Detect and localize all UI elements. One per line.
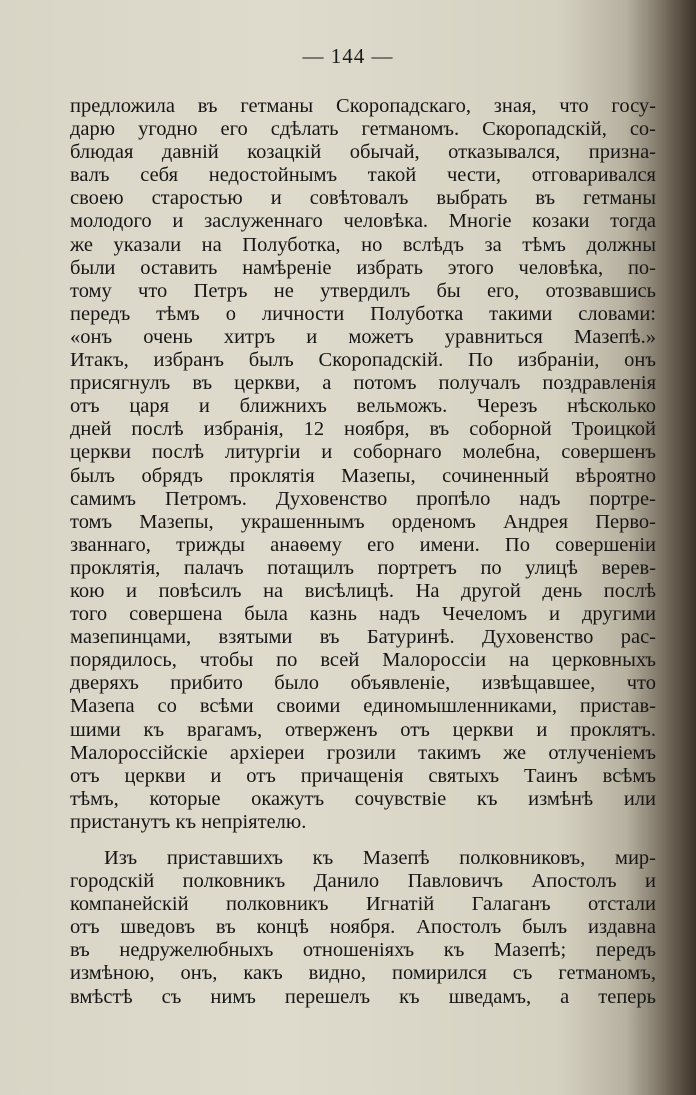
body-text bbox=[70, 95, 656, 1009]
text-line: самимъ Петромъ. Духовенство пропѣло надъ портре- bbox=[70, 487, 656, 510]
text-line: были оставить намѣреніе избрать этого человѣка, по- bbox=[70, 256, 656, 279]
text-line: городскій полковникъ Данило Павловичъ Апостолъ и bbox=[70, 870, 656, 893]
text-line: отъ шведовъ въ концѣ ноября. Апостолъ былъ издавна bbox=[70, 916, 656, 939]
text-line: шими къ врагамъ, отверженъ отъ церкви и проклятъ. bbox=[70, 718, 656, 741]
page-number: — 144 — bbox=[302, 44, 394, 68]
text-line: Мазепа со всѣми своими единомышленниками, пристав- bbox=[70, 695, 656, 718]
text-line: молодого и заслуженнаго человѣка. Многіе козаки тогда bbox=[70, 210, 656, 233]
text-line: тому что Петръ не утвердилъ бы его, отозвавшись bbox=[70, 279, 656, 302]
text-line: былъ обрядъ проклятія Мазепы, сочиненный вѣроятно bbox=[70, 464, 656, 487]
text-line: того совершена была казнь надъ Чечеломъ и другими bbox=[70, 603, 656, 626]
text-line: своею старостью и совѣтовалъ выбрать въ гетманы bbox=[70, 187, 656, 210]
text-line: въ недружелюбныхъ отношеніяхъ къ Мазепѣ; передъ bbox=[70, 939, 656, 962]
text-line: отъ церкви и отъ причащенія святыхъ Таинъ всѣмъ bbox=[70, 764, 656, 787]
paragraph-1 bbox=[70, 95, 656, 834]
text-line: измѣною, онъ, какъ видно, помирился съ гетманомъ, bbox=[70, 962, 656, 985]
text-line: присягнулъ въ церкви, а потомъ получалъ поздравленія bbox=[70, 372, 656, 395]
text-line: пристанутъ къ непріятелю. bbox=[70, 810, 307, 833]
text-line: блюдая давній козацкій обычай, отказывался, призна- bbox=[70, 141, 656, 164]
text-line: званнаго, трижды анаѳему его имени. По совершеніи bbox=[70, 533, 656, 556]
paragraph-gap bbox=[70, 834, 656, 847]
text-line: тѣмъ, которые окажутъ сочувствіе къ измѣнѣ или bbox=[70, 787, 656, 810]
text-line: томъ Мазепы, украшеннымъ орденомъ Андрея Перво- bbox=[70, 510, 656, 533]
text-line: дней послѣ избранія, 12 ноября, въ соборной Троицкой bbox=[70, 418, 656, 441]
text-line: предложила въ гетманы Скоропадскаго, зная, что госу- bbox=[70, 95, 656, 117]
text-line: Малороссійскіе архіереи грозили такимъ же отлученіемъ bbox=[70, 741, 656, 764]
text-line: Изъ приставшихъ къ Мазепѣ полковниковъ, мир- bbox=[104, 847, 656, 869]
text-line: передъ тѣмъ о личности Полуботка такими словами: bbox=[70, 302, 656, 325]
text-line: порядилось, чтобы по всей Малороссіи на церковныхъ bbox=[70, 649, 656, 672]
text-line: Итакъ, избранъ былъ Скоропадскій. По избраніи, онъ bbox=[70, 349, 656, 372]
text-line: церкви послѣ литургіи и соборнаго молебна, совершенъ bbox=[70, 441, 656, 464]
text-line: проклятія, палачъ потащилъ портретъ по улицѣ верев- bbox=[70, 556, 656, 579]
text-line: валъ себя недостойнымъ такой чести, отговаривался bbox=[70, 164, 656, 187]
text-line: кою и повѣсилъ на висѣлицѣ. На другой день послѣ bbox=[70, 579, 656, 602]
text-line: мазепинцами, взятыми въ Батуринѣ. Духовенство рас- bbox=[70, 626, 656, 649]
text-line: дарю угодно его сдѣлать гетманомъ. Скоропадскій, со- bbox=[70, 118, 656, 141]
text-line: вмѣстѣ съ нимъ перешелъ къ шведамъ, а теперь bbox=[70, 985, 656, 1008]
text-line: дверяхъ прибито было объявленіе, извѣщавшее, что bbox=[70, 672, 656, 695]
text-line: отъ царя и ближнихъ вельможъ. Черезъ нѣсколько bbox=[70, 395, 656, 418]
paragraph-2 bbox=[70, 847, 656, 1009]
text-line: же указали на Полуботка, но вслѣдъ за тѣмъ должны bbox=[70, 233, 656, 256]
text-line: компанейскій полковникъ Игнатій Галаганъ отстали bbox=[70, 893, 656, 916]
text-line: «онъ очень хитръ и можетъ уравниться Мазепѣ.» bbox=[70, 325, 656, 348]
